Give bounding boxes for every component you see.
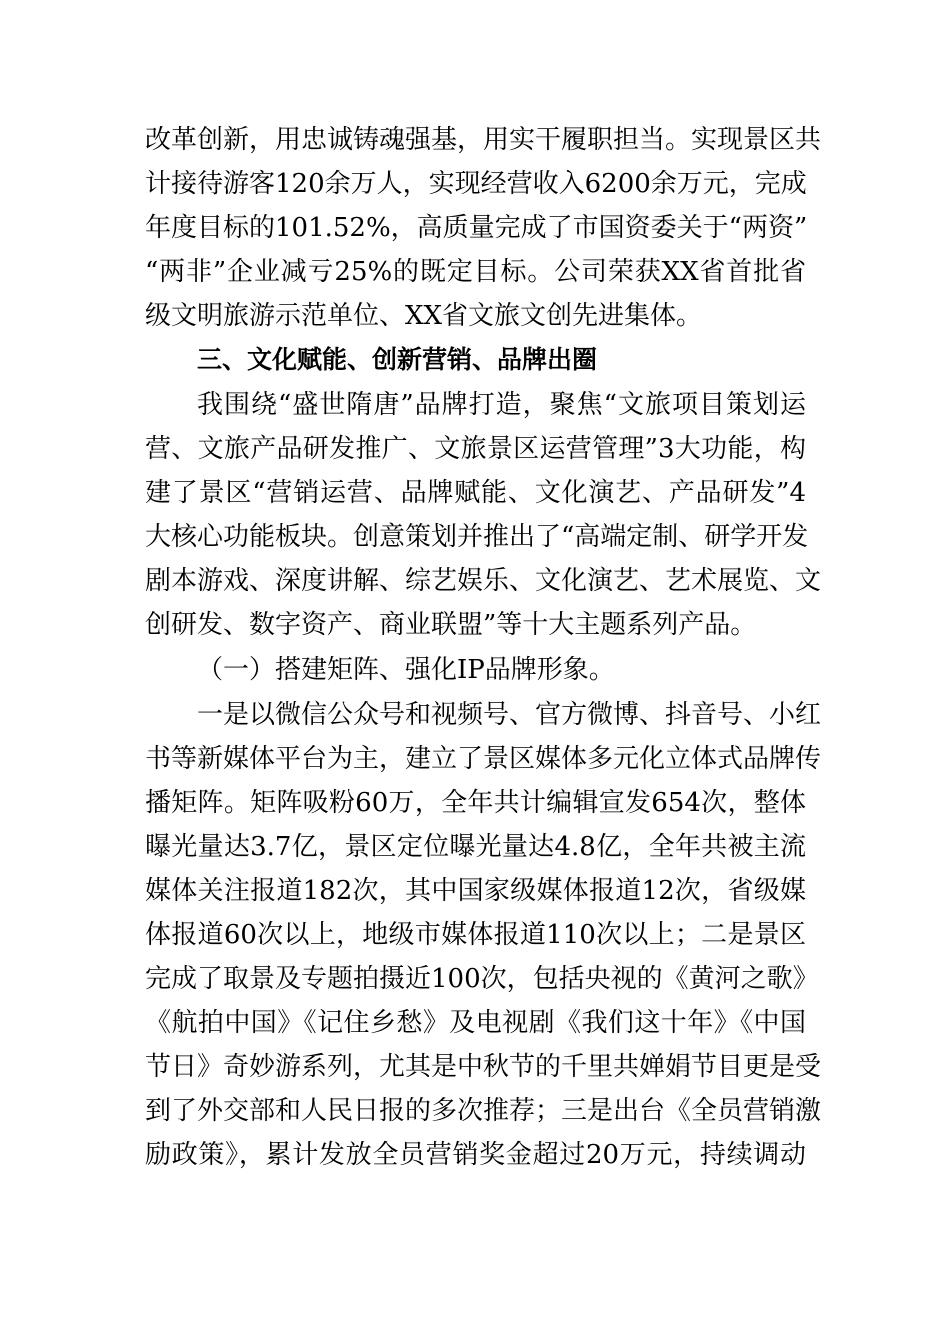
paragraph-line: 媒体关注报道182次，其中国家级媒体报道12次，省级媒	[145, 876, 806, 906]
paragraph-line: 一是以微信公众号和视频号、官方微博、抖音号、小红	[197, 700, 822, 730]
paragraph-line: 剧本游戏、深度讲解、综艺娱乐、文化演艺、艺术展览、文	[145, 566, 822, 596]
paragraph-line: 完成了取景及专题拍摄近100次，包括央视的《黄河之歌》	[145, 964, 819, 994]
paragraph-line: 改革创新，用忠诚铸魂强基，用实干履职担当。实现景区共	[145, 125, 822, 155]
paragraph-line: 创研发、数字资产、商业联盟”等十大主题系列产品。	[145, 610, 757, 640]
paragraph-line: 曝光量达3.7亿，景区定位曝光量达4.8亿，全年共被主流	[145, 832, 806, 862]
paragraph-line: 计接待游客120余万人，实现经营收入6200余万元，完成	[145, 169, 807, 199]
paragraph-line: 到了外交部和人民日报的多次推荐；三是出台《全员营销激	[145, 1096, 822, 1126]
paragraph-line: 播矩阵。矩阵吸粉60万，全年共计编辑宣发654次，整体	[145, 788, 806, 818]
paragraph-line: 大核心功能板块。创意策划并推出了“高端定制、研学开发	[145, 522, 809, 552]
paragraph-line: “两非”企业减亏25%的既定目标。公司荣获XX省首批省	[145, 257, 806, 287]
section-heading: 三、文化赋能、创新营销、品牌出圈	[197, 345, 598, 374]
paragraph-line: 年度目标的101.52%，高质量完成了市国资委关于“两资”	[145, 213, 808, 243]
paragraph-line: 营、文旅产品研发推广、文旅景区运营管理”3大功能，构	[145, 434, 806, 464]
paragraph-line: 我围绕“盛世隋唐”品牌打造，聚焦“文旅项目策划运	[197, 390, 806, 420]
paragraph-line: 级文明旅游示范单位、XX省文旅文创先进集体。	[145, 301, 703, 331]
paragraph-line: 建了景区“营销运营、品牌赋能、文化演艺、产品研发”4	[145, 478, 806, 508]
paragraph-line: 节日》奇妙游系列，尤其是中秋节的千里共婵娟节目更是受	[145, 1052, 822, 1082]
paragraph-line: 《航拍中国》《记住乡愁》及电视剧《我们这十年》《中国	[145, 1008, 806, 1038]
paragraph-line: 体报道60次以上，地级市媒体报道110次以上；二是景区	[145, 920, 806, 950]
paragraph-line: 励政策》，累计发放全员营销奖金超过20万元，持续调动	[145, 1140, 806, 1170]
paragraph-line: 书等新媒体平台为主，建立了景区媒体多元化立体式品牌传	[145, 744, 822, 774]
subsection-heading: （一）搭建矩阵、强化IP品牌形象。	[197, 655, 615, 685]
